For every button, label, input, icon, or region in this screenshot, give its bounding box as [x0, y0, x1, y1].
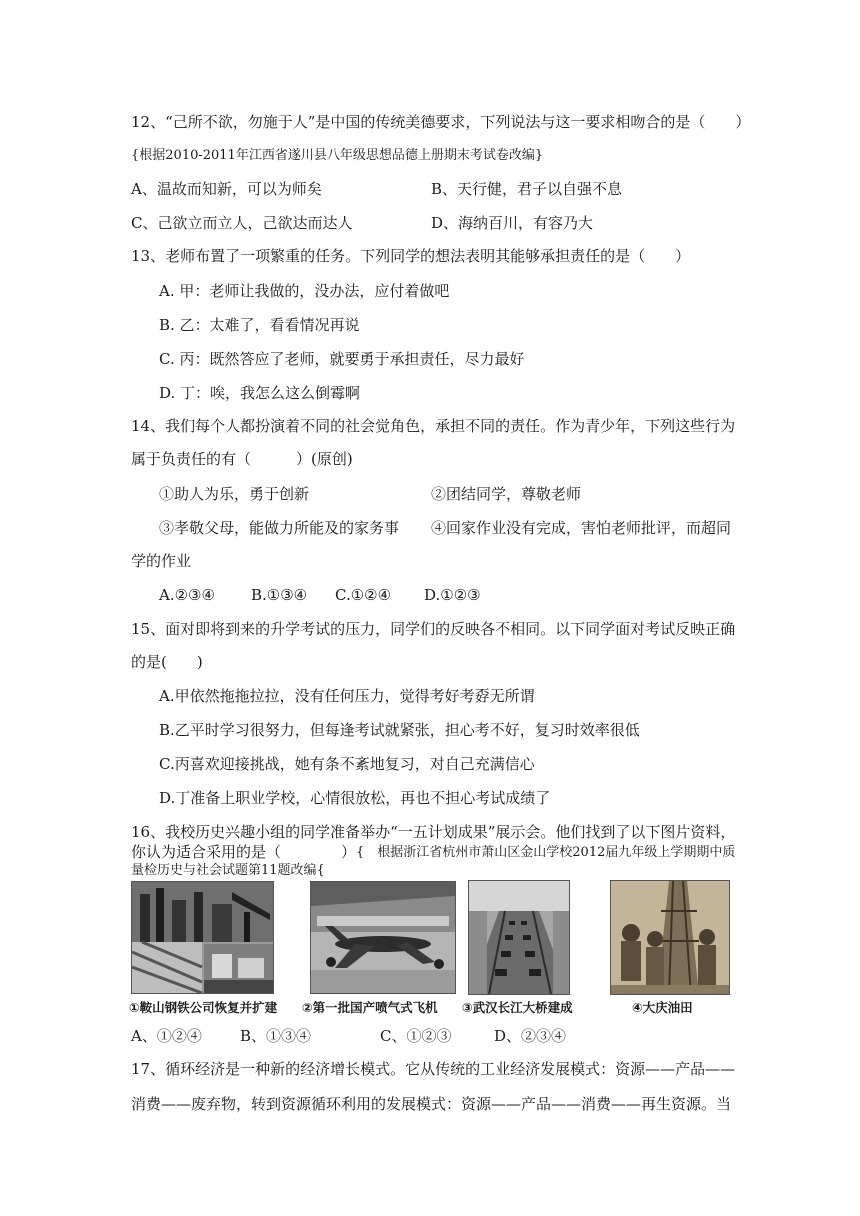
- q14-option-b: B.①③④: [251, 586, 308, 604]
- photo-caption-4: ④大庆油田: [632, 1000, 693, 1015]
- q12-source-note: {根据2010-2011年江西省遂川县八年级思想品德上册期末考试卷改编}: [131, 148, 544, 163]
- q16-stem-line1: 16、我校历史兴趣小组的同学准备举办“一五计划成果”展示会。他们找到了以下图片资料，: [131, 823, 736, 841]
- q12-option-d: D、海纳百川，有容乃大: [431, 214, 594, 232]
- q16-option-a: A、①②④: [131, 1027, 202, 1045]
- q14-item4-line1: ④回家作业没有完成，害怕老师批评，而超同: [431, 519, 732, 537]
- q14-item3: ③孝敬父母，能做力所能及的家务事: [159, 519, 400, 537]
- q16-option-c: C、①②③: [380, 1027, 452, 1045]
- q12-option-b: B、天行健，君子以自强不息: [431, 180, 623, 198]
- q14-stem-line2: 属于负责任的有（ ）(原创): [131, 450, 353, 468]
- q13-option-a: A. 甲：老师让我做的，没办法，应付着做吧: [159, 282, 450, 300]
- wuhan-bridge-photo: [468, 880, 570, 995]
- q16-source-note-cont: 量检历史与社会试题第11题改编{: [131, 863, 325, 878]
- q13-option-d: D. 丁：唉，我怎么这么倒霉啊: [159, 384, 361, 402]
- q13-stem: 13、老师布置了一项繁重的任务。下列同学的想法表明其能够承担责任的是（ ）: [131, 247, 691, 265]
- q12-option-a: A、温故而知新，可以为师矣: [131, 180, 322, 198]
- q14-item2: ②团结同学，尊敬老师: [431, 485, 582, 503]
- daqing-oilfield-image: [611, 881, 729, 994]
- jet-aircraft-image: [311, 882, 455, 993]
- q15-option-b: B.乙平时学习很努力，但每逢考试就紧张，担心考不好，复习时效率很低: [159, 721, 640, 739]
- q14-stem-line1: 14、我们每个人都扮演着不同的社会觉角色，承担不同的责任。作为青少年，下列这些行为: [131, 417, 736, 435]
- q13-option-b: B. 乙：太难了，看看情况再说: [159, 316, 360, 334]
- q12-option-c: C、己欲立而立人，己欲达而达人: [131, 214, 353, 232]
- q12-stem: 12、“己所不欲，勿施于人”是中国的传统美德要求，下列说法与这一要求相吻合的是（ ）: [131, 113, 751, 131]
- q14-item4-line2: 学的作业: [131, 552, 192, 570]
- q16-stem-line2-text: 你认为适合采用的是（ ）: [131, 843, 357, 861]
- wuhan-bridge-image: [469, 881, 569, 994]
- q14-item1: ①助人为乐，勇于创新: [159, 485, 310, 503]
- q15-option-d: D.丁准备上职业学校，心情很放松，再也不担心考试成绩了: [159, 789, 551, 807]
- q15-stem-line1: 15、面对即将到来的升学考试的压力，同学们的反映各不相同。以下同学面对考试反映正确: [131, 620, 736, 638]
- jet-aircraft-photo: [310, 881, 456, 994]
- photo-caption-1: ①鞍山钢铁公司恢复并扩建: [129, 1000, 278, 1015]
- anshan-steel-photo: [131, 881, 274, 994]
- photo-caption-3: ③武汉长江大桥建成: [462, 1000, 573, 1015]
- q16-option-b: B、①③④: [240, 1027, 312, 1045]
- q14-option-d: D.①②③: [424, 586, 481, 604]
- q15-option-c: C.丙喜欢迎接挑战，她有条不紊地复习，对自己充满信心: [159, 755, 535, 773]
- q14-option-c: C.①②④: [335, 586, 392, 604]
- q13-option-c: C. 丙：既然答应了老师，就要勇于承担责任，尽力最好: [159, 350, 525, 368]
- daqing-oilfield-photo: [610, 880, 730, 995]
- photo-caption-2: ②第一批国产喷气式飞机: [302, 1000, 438, 1015]
- q16-option-d: D、②③④: [494, 1027, 567, 1045]
- q17-stem-line2: 消费——废弃物，转到资源循环利用的发展模式：资源——产品——消费——再生资源。当: [131, 1095, 732, 1113]
- q14-option-a: A.②③④: [159, 586, 215, 604]
- anshan-steel-image: [132, 882, 273, 993]
- q16-source-note: { 根据浙江省杭州市萧山区金山学校2012届九年级上学期期中质: [356, 845, 736, 860]
- q15-option-a: A.甲依然拖拖拉拉，没有任何压力，觉得考好考孬无所谓: [159, 687, 535, 705]
- q15-stem-line2: 的是( ): [131, 653, 203, 671]
- q17-stem-line1: 17、循环经济是一种新的经济增长模式。它从传统的工业经济发展模式：资源——产品——: [131, 1060, 736, 1078]
